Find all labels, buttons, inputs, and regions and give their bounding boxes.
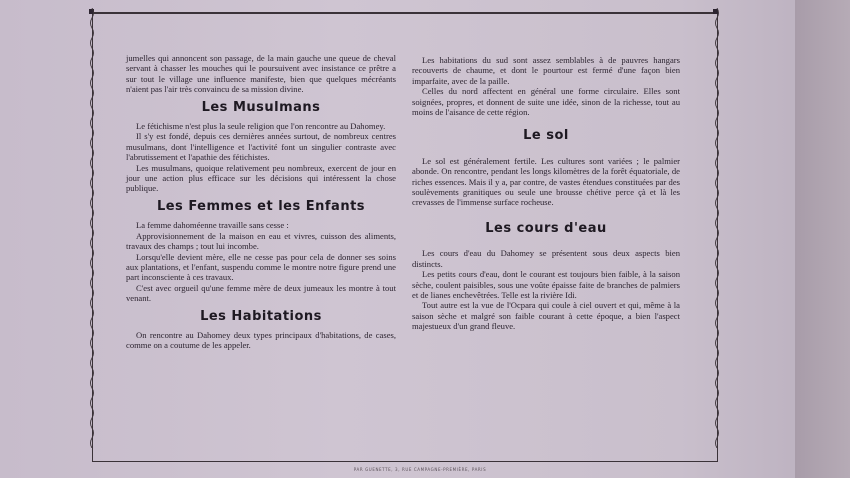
paragraph: Les petits cours d'eau, dont le courant est toujours bien faible, à la saison sèche, coulent paisibles, sous une voûte épaisse faite de branches de palmiers et de lianes enchevêtrées. Telle est la rivière Idi. xyxy=(412,269,680,300)
frame-wavy-left xyxy=(88,8,94,448)
paragraph: La femme dahoméenne travaille sans cesse : xyxy=(136,220,289,231)
paragraph: Les musulmans, quoique relativement peu nombreux, exercent de jour en jour une action plus efficace sur les décisions qui intéressent la chose publique. xyxy=(126,162,396,194)
paragraph: On rencontre au Dahomey deux types principaux d'habitations, de cases, comme on a coutume de les appeler. xyxy=(126,329,396,351)
paragraph: C'est avec orgueil qu'une femme mère de deux jumeaux les montre à tout venant. xyxy=(126,282,396,304)
heading-cours-deau: Les cours d'eau xyxy=(485,220,607,236)
paragraph: Approvisionnement de la maison en eau et vivres, cuisson des aliments, travaux des champs ; tout lui incombe. xyxy=(126,230,396,252)
paragraph: Tout autre est la vue de l'Ocpara qui coule à ciel ouvert et qui, même à la saison sèche et malgré son faible courant à cette époque, a bien l'aspect majestueux d'un grand fleuve. xyxy=(412,300,680,332)
page-right-edge xyxy=(795,0,850,478)
paragraph: Celles du nord affectent en général une forme circulaire. Elles sont soignées, propres, et donnent de suite une idée, sinon de la richesse, tout au moins de l'aisance de cette région. xyxy=(412,86,680,118)
paragraph-intro: jumelles qui annoncent son passage, de la main gauche une queue de cheval servant à chasser les mouches qui le poursuivent avec insistance ce prêtre a sur tout le village une influence manifeste, bien que quelques mécréants n'aient pas l'air très convaincu de sa mission divine. xyxy=(126,53,396,95)
left-column xyxy=(126,53,396,351)
heading-sol: Le sol xyxy=(523,128,569,144)
paragraph: Le sol est généralement fertile. Les cultures sont variées ; le palmier abonde. On rencontre, pendant les longs kilomètres de la forêt équatoriale, de riches essences. Mais il y a, par contre, de vastes étendues constituées par des soulèvements granitiques ou seule une brousse chétive perce çà et là les crevasses de l'immense surface rocheuse. xyxy=(412,155,680,208)
paragraph: Les habitations du sud sont assez semblables à de pauvres hangars recouverts de chaume, et dont le pourtour est fermé d'une façon bien imparfaite, avec de la paille. xyxy=(412,55,680,86)
paragraph: Les cours d'eau du Dahomey se présentent sous deux aspects bien distincts. xyxy=(412,248,680,269)
heading-musulmans: Les Musulmans xyxy=(201,99,321,115)
printer-footer: PAR GUENETTE, 3, RUE CAMPAGNE-PREMIÈRE, PARIS xyxy=(353,467,487,472)
frame-wavy-right xyxy=(713,8,719,448)
paragraph: Le fétichisme n'est plus la seule religion que l'on rencontre au Dahomey. xyxy=(136,121,386,132)
paragraph: Lorsqu'elle devient mère, elle ne cesse pas pour cela de donner ses soins aux plantations, et l'enfant, suspendu comme le montre notre figure prend une part inconsciente à ces travaux. xyxy=(126,251,396,283)
heading-femmes-enfants: Les Femmes et les Enfants xyxy=(156,198,366,214)
heading-habitations: Les Habitations xyxy=(200,308,322,324)
paragraph: Il s'y est fondé, depuis ces dernières années surtout, de nombreux centres musulmans, dont l'intelligence et l'activité font un singulier contraste avec l'abrutissement et l'apathie des fétichistes. xyxy=(126,131,396,163)
right-column xyxy=(412,55,680,332)
